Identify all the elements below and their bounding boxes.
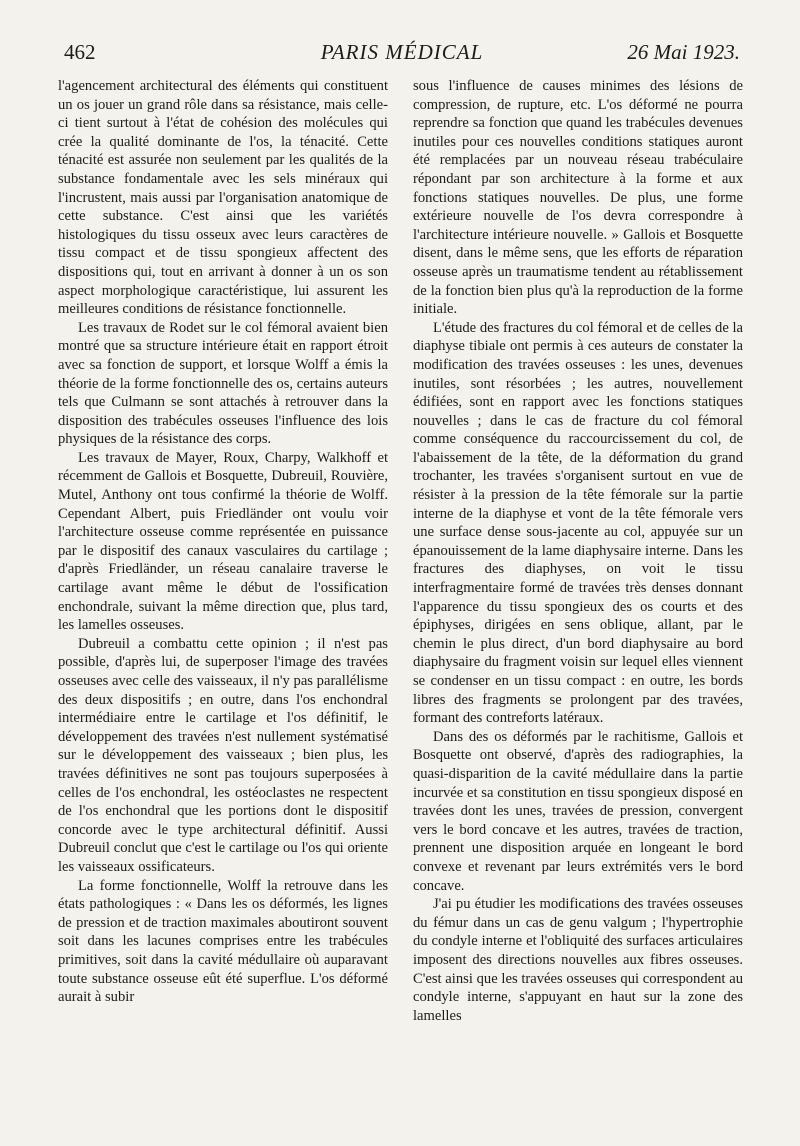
paragraph: Les travaux de Rodet sur le col fémoral avaient bien montré que sa structure intérieure était en rapport étroit avec sa fonction de support, et lorsque Wolff a émis la théorie de la forme fonctionnelle des os, certains auteurs tels que Culmann se sont attachés à retrouver dans la disposition des trabécules osseuses l'influence des lois physiques de la résistance des corps.: [58, 319, 388, 448]
paragraph: sous l'influence de causes minimes des lésions de compression, de rupture, etc. L'os déformé ne pourra reprendre sa fonction que quand les trabécules devenues inutiles pour ces nouvelles conditions statiques auront été remplacées par un nouveau réseau trabéculaire répondant par son architecture à la forme et aux fonctions statiques nouvelles. De plus, une forme extérieure nouvelle de l'os devra correspondre à l'architecture intérieure nouvelle. » Gallois et Bosquette disent, dans le même sens, que les efforts de réparation osseuse après un traumatisme tendent au rétablissement de la fonction bien plus qu'à la reproduction de la forme initiale.: [413, 78, 743, 318]
paragraph: Dans des os déformés par le rachitisme, Gallois et Bosquette ont observé, d'après des radiographies, la quasi-disparition de la cavité médullaire dans la partie incurvée et sa constitution en tissu spongieux disposé en travées dont les unes, travées de pression, convergent vers le bord concave et les autres, travées de traction, prennent une disposition arquée en longeant le bord convexe et revenant par leurs extrémités vers le bord concave.: [413, 728, 743, 894]
issue-date: 26 Mai 1923.: [627, 40, 740, 64]
right-column: [413, 77, 743, 1025]
page-header: [64, 40, 740, 70]
journal-title: PARIS MÉDICAL: [320, 40, 484, 64]
paragraph: La forme fonctionnelle, Wolff la retrouve dans les états pathologiques : « Dans les os déformés, les lignes de pression et de traction maximales aboutiront souvent soit dans les lacunes comprises entre les trabécules primitives, soit dans la cavité médullaire où auparavant toute substance osseuse eût été superflue. L'os déformé aurait à subir: [58, 877, 388, 1006]
page-number: 462: [64, 40, 96, 64]
paragraph: Les travaux de Mayer, Roux, Charpy, Walkhoff et récemment de Gallois et Bosquette, Dubreuil, Rouvière, Mutel, Anthony ont tous confirmé la théorie de Wolff. Cependant Albert, puis Friedländer ont voulu voir l'architecture osseuse comme représentée en puissance par le dispositif des canaux vasculaires du cartilage ; d'après Friedländer, un réseau canalaire traverse le cartilage avant même le début de l'ossification enchondrale, suivant la même direction que, plus tard, les lamelles osseuses.: [58, 449, 388, 634]
paragraph: J'ai pu étudier les modifications des travées osseuses du fémur dans un cas de genu valgum ; l'hypertrophie du condyle interne et l'obliquité des surfaces articulaires imposent des directions nouvelles aux fibres osseuses. C'est ainsi que les travées osseuses qui correspondent au condyle interne, s'appuyant en haut sur la zone des lamelles: [413, 896, 743, 1024]
paragraph: L'étude des fractures du col fémoral et de celles de la diaphyse tibiale ont permis à ces auteurs de constater la modification des travées osseuses : les unes, devenues inutiles, sont résorbées ; les autres, nouvellement édifiées, sont en rapport avec les fonctions statiques nouvelles ; dans le cas de fracture du col fémoral comme conséquence du raccourcissement du col, de l'abaissement de la tête, de la déformation du grand trochanter, les travées s'organisent surtout en vue de résister à la pression de la tête fémorale sur la partie interne de la diaphyse et vont de la tête fémorale vers une surface dense sous-jacente au col, appuyée sur un épanouissement de la lame diaphysaire interne. Dans les fractures des diaphyses, on voit le tissu interfragmentaire formé de travées très denses donnant l'apparence du tissu spongieux des os courts et des épiphyses, dirigées en sens oblique, allant, par le chemin le plus direct, d'un bord diaphysaire au bord diaphysaire du fragment voisin sur lequel elles viennent se condenser en un tissu compact : en outre, les bords libres des fragments se prolongent par des travées, formant des contreforts latéraux.: [413, 319, 743, 727]
paragraph: l'agencement architectural des éléments qui constituent un os jouer un grand rôle dans sa résistance, mais celle-ci tient surtout à l'état de cohésion des molécules qui crée la qualité dominante de l'os, la ténacité. Cette ténacité est assurée non seulement par les qualités de la substance fondamentale avec les sels minéraux qui l'incrustent, mais aussi par l'organisation anatomique de cette substance. C'est ainsi que les variétés histologiques du tissu osseux avec leurs caractères de tissu compact et de tissu spongieux affectent des dispositions qui, tout en arrivant à donner à un os son aspect morphologique caractéristique, lui assurent les meilleures conditions de résistance fonctionnelle.: [58, 78, 388, 318]
paragraph: Dubreuil a combattu cette opinion ; il n'est pas possible, d'après lui, de superposer l'image des travées osseuses avec celle des vaisseaux, il n'y pas parallélisme des deux dispositifs ; en outre, dans l'os enchondral intermédiaire entre le cartilage et l'os définitif, le développement des travées n'est nullement systématisé sur le développement des vaisseaux ; bien plus, les travées définitives ne sont pas toujours superposées à celles de l'os enchondral, les ostéoclastes ne respectent de l'os enchondral que les portions dont le dispositif concorde avec le type architectural définitif. Aussi Dubreuil conclut que c'est le cartilage ou l'os qui oriente les vaisseaux ossificateurs.: [58, 635, 388, 875]
left-column: [58, 77, 388, 1007]
